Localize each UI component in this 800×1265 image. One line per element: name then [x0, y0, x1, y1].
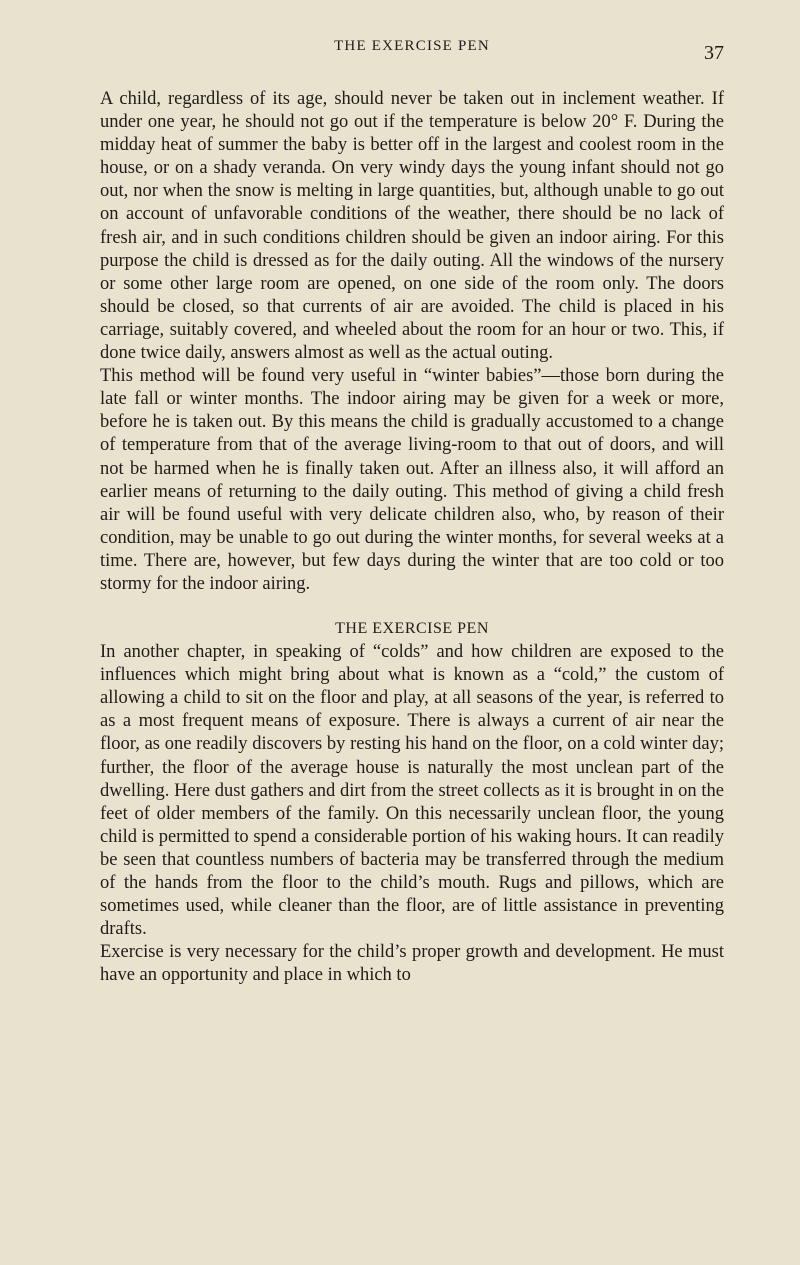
- paragraph-colds-floor: In another chapter, in speaking of “colds” and how children are exposed to the influences which might bring about what is known as a “cold,” the custom of allowing a child to sit on the floor and play, at all seasons of the year, is referred to as a most frequent means of exposure. There is always a current of air near the floor, as one readily discovers by resting his hand on the floor, on a cold winter day; further, the floor of the average house is naturally the most unclean part of the dwelling. Here dust gathers and dirt from the street collects as it is brought in on the feet of older members of the family. On this necessarily unclean floor, the young child is permitted to spend a considerable portion of his waking hours. It can readily be seen that countless numbers of bacteria may be transferred through the medium of the hands from the floor to the child’s mouth. Rugs and pillows, which are sometimes used, while cleaner than the floor, are of little assistance in preventing drafts.: [100, 642, 724, 940]
- paragraph-exercise: Exercise is very necessary for the child’s proper growth and development. He must have an opportunity and place in which to: [100, 942, 724, 986]
- body-text: [100, 88, 724, 987]
- section-heading: THE EXERCISE PEN: [335, 620, 489, 638]
- running-header: [100, 38, 724, 64]
- page-number: 37: [704, 42, 724, 64]
- paragraph-indoor-airing: A child, regardless of its age, should never be taken out in inclement weather. If under one year, he should not go out if the temperature is below 20° F. During the midday heat of summer the baby is better off in the largest and coolest room in the house, or on a shady veranda. On very windy days the young infant should not go out, nor when the snow is melting in large quantities, but, although unable to go out on account of unfavorable conditions of the weather, there should be no lack of fresh air, and in such conditions children should be given an indoor airing. For this purpose the child is dressed as for the daily outing. All the windows of the nursery or some other large room are opened, on one side of the room only. The doors should be closed, so that currents of air are avoided. The child is placed in his carriage, suitably covered, and wheeled about the room for an hour or two. This, if done twice daily, answers almost as well as the actual outing.: [100, 89, 724, 364]
- running-title: THE EXERCISE PEN: [334, 38, 490, 54]
- paragraph-winter-babies: This method will be found very useful in “winter babies”—those born during the late fall or winter months. The indoor airing may be given for a week or more, before he is taken out. By this means the child is gradually accustomed to a change of temperature from that of the average living-room to that out of doors, and will not be harmed when he is finally taken out. After an illness also, it will afford an earlier means of returning to the daily outing. This method of giving a child fresh air will be found useful with very delicate children also, who, by reason of their condition, may be unable to go out during the winter months, for several weeks at a time. There are, however, but few days during the winter that are too cold or too stormy for the indoor airing.: [100, 366, 724, 594]
